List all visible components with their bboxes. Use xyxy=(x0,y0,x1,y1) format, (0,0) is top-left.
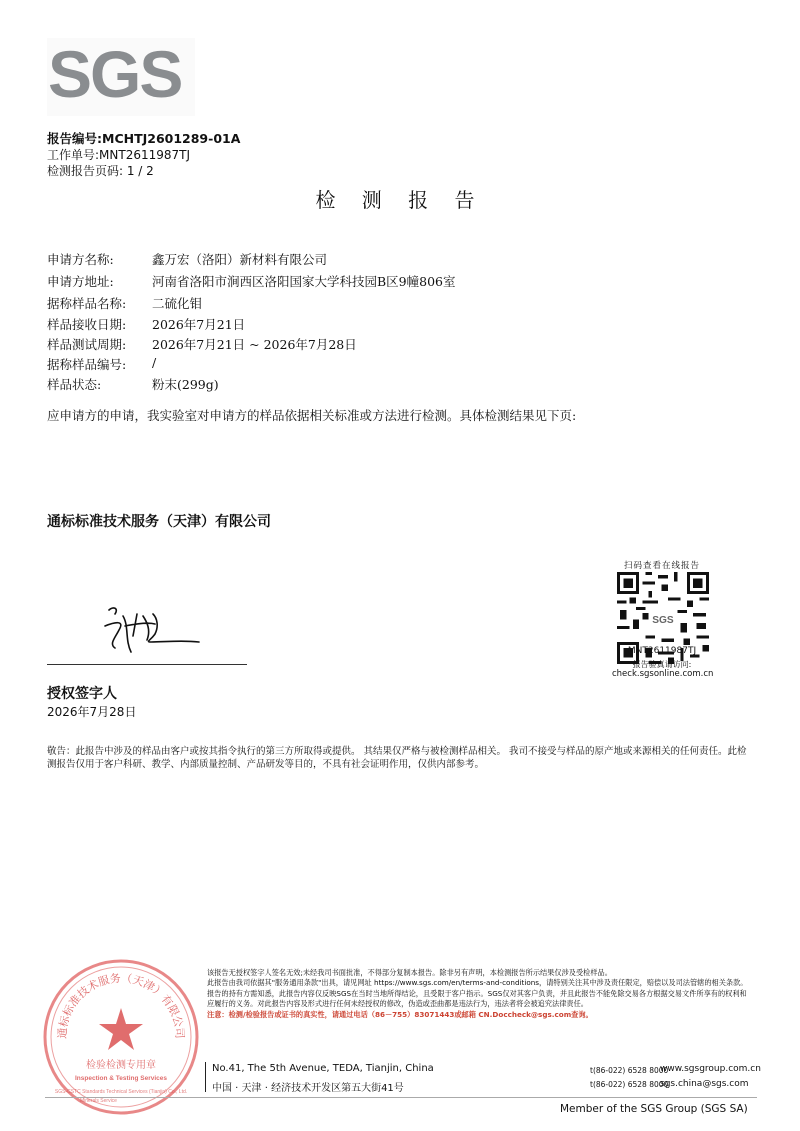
address-english: No.41, The 5th Avenue, TEDA, Tianjin, China xyxy=(212,1063,434,1074)
signature-line xyxy=(47,664,247,665)
telephone-1: t(86-022) 6528 8000 xyxy=(590,1066,669,1075)
field-label-sample-number: 据称样品编号: xyxy=(47,357,127,372)
telephone-2: t(86-022) 6528 8000 xyxy=(590,1080,669,1089)
company-name: 通标标准技术服务（天津）有限公司 xyxy=(47,514,271,530)
stamp-english-text: Inspection & Testing Services xyxy=(75,1075,167,1082)
field-label-sample-state: 样品状态: xyxy=(47,377,102,392)
sgs-logo: SGS xyxy=(48,37,182,111)
document-title: 检 测 报 告 xyxy=(315,188,485,212)
job-number: 工作单号:MNT2611987TJ xyxy=(47,148,191,162)
field-label-applicant-name: 申请方名称: xyxy=(47,252,114,267)
official-seal-stamp xyxy=(40,956,202,1118)
stamp-english-company: SGS-CSTC Standards Technical Services (Tianjin) Co., Ltd. xyxy=(54,1089,188,1095)
signatory-label: 授权签字人 xyxy=(47,686,117,702)
email-link[interactable]: sgs.china@sgs.com xyxy=(660,1079,749,1089)
qr-center-logo: SGS xyxy=(652,614,674,626)
field-value-applicant-address: 河南省洛阳市涧西区洛阳国家大学科技园B区9幢806室 xyxy=(152,274,456,289)
qr-job-number: MNT2611987TJ xyxy=(627,646,697,656)
member-statement: Member of the SGS Group (SGS SA) xyxy=(560,1103,748,1115)
terms-line-1: 该报告无授权签字人签名无效;未经我司书面批准，不得部分复制本报告。除非另有声明，本检测报告所示结果仅涉及受检样品。 xyxy=(207,968,612,977)
field-value-test-period: 2026年7月21日 ~ 2026年7月28日 xyxy=(152,337,357,352)
field-value-sample-number: / xyxy=(152,355,157,370)
address-divider xyxy=(205,1062,206,1092)
field-value-sample-name: 二硫化钼 xyxy=(152,296,203,311)
report-number: 报告编号:MCHTJ2601289-01A xyxy=(47,131,241,146)
field-label-receive-date: 样品接收日期: xyxy=(47,317,127,332)
handwritten-signature xyxy=(95,596,205,658)
terms-block xyxy=(207,968,752,1020)
intro-statement: 应申请方的申请，我实验室对申请方的样品依据相关标准或方法进行检测。具体检测结果见下页: xyxy=(47,408,577,423)
footer-divider xyxy=(45,1097,757,1098)
address-chinese: 中国 · 天津 · 经济技术开发区第五大街41号 xyxy=(212,1083,404,1094)
stamp-purpose-text: 检验检测专用章 xyxy=(86,1060,156,1071)
qr-caption: 扫码查看在线报告 xyxy=(623,561,700,571)
website-link[interactable]: www.sgsgroup.com.cn xyxy=(660,1064,761,1074)
field-value-receive-date: 2026年7月21日 xyxy=(152,317,246,332)
sign-date: 2026年7月28日 xyxy=(47,705,137,719)
field-label-test-period: 样品测试周期: xyxy=(47,337,127,352)
page-number: 检测报告页码: 1 / 2 xyxy=(47,164,154,178)
stamp-service-text: Minerals Service xyxy=(80,1098,117,1104)
terms-line-3: 报告的持有方需知悉，此报告内容仅反映SGS在当时当地所得结论，且受限于客户指示。SGS仅对其客户负责，并且此报告不能免除交易各方根据交易文件所享有的权利和应履行的义务。对此报告内容及形式进行任何未经授权的修改，伪造或歪曲都是违法行为，违法者将会被追究法律责任。 xyxy=(207,988,747,1009)
terms-verification-note: 注意：检测/检验报告或证书的真实性，请通过电话（86－755）83071443或邮箱 CN.Doccheck@sgs.com查询。 xyxy=(207,1009,593,1019)
terms-line-2: 此报告由我司依据其"服务通用条款"出具，请见网址 https://www.sgs.com/en/terms-and-conditions，请特别关注其中涉及责任限定，赔偿以及司法管辖的相关条款。 xyxy=(207,978,748,988)
disclaimer-text: 敬告：此报告中涉及的样品由客户或按其指令执行的第三方所取得或提供。 其结果仅严格与被检测样品相关。 我司不接受与样品的原产地或来源相关的任何责任。此检测报告仅用于客户科研、教学、内部质量控制、产品研发等目的，不具有社会证明作用，仅供内部参考。 xyxy=(47,746,747,770)
field-value-sample-state: 粉末(299g) xyxy=(152,377,219,392)
field-label-sample-name: 据称样品名称: xyxy=(47,296,127,311)
qr-verify-label: 报告验真请访问: xyxy=(632,660,692,669)
field-label-applicant-address: 申请方地址: xyxy=(47,274,114,289)
stamp-company-text: 通标标准技术服务（天津）有限公司 xyxy=(55,971,187,1040)
field-value-applicant-name: 鑫万宏（洛阳）新材料有限公司 xyxy=(152,252,328,267)
qr-verify-url[interactable]: check.sgsonline.com.cn xyxy=(612,669,714,679)
